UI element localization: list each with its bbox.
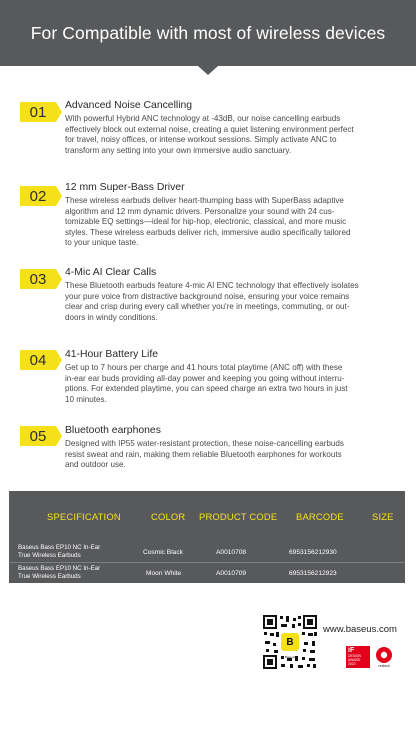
feature-number-badge: 02 [20, 186, 56, 206]
row-name-line: Baseus Bass EP10 NC In-Ear [18, 565, 101, 572]
badge-tail [56, 269, 62, 289]
if-award-text [348, 647, 368, 666]
if-award-line: AWARD [348, 658, 361, 662]
feature-title: 12 mm Super-Bass Driver [65, 182, 185, 193]
feature-number-badge: 01 [20, 102, 56, 122]
col-size: SIZE [372, 511, 394, 522]
desc-line: doors in windy conditions. [65, 312, 158, 322]
qr-logo-label: Baseus [284, 655, 295, 659]
desc-line: Designed with IP55 water-resistant protection, these noise-cancelling earbuds [65, 439, 344, 448]
feature-description [65, 196, 401, 249]
desc-line: for travel, noisy offices, or intense workout sessions. Simply activate ANC to [65, 135, 337, 145]
qr-code-icon [262, 614, 318, 670]
row-barcode: 6953156212923 [289, 569, 337, 577]
desc-line: transform any setting into your own immersive audio sanctuary. [65, 145, 292, 155]
feature-description [65, 439, 401, 471]
row-code: A0010709 [216, 569, 247, 577]
row-name-line: Baseus Bass EP10 NC In-Ear [18, 544, 101, 551]
reddot-label: reddot [378, 663, 390, 668]
spec-table-header [9, 491, 405, 543]
desc-line: clear and crisp during every call whether you're in meetings, commuting, or out- [65, 302, 350, 312]
desc-line: and outdoor use. [65, 460, 126, 470]
desc-line: tomizable EQ settings—ideal for hip-hop, electronic, classical, and more music [65, 217, 347, 227]
badge-tail [56, 186, 62, 206]
table-row [0, 542, 396, 562]
feature-title: 4-Mic AI Clear Calls [65, 267, 157, 278]
if-award-line: DESIGN [348, 654, 361, 658]
row-barcode: 6953156212930 [289, 548, 337, 556]
row-name [18, 542, 128, 562]
table-row [0, 563, 396, 583]
feature-number-badge: 03 [20, 269, 56, 289]
feature-description [65, 363, 401, 405]
col-barcode: BARCODE [296, 511, 344, 522]
desc-line: algorithm and 12 mm dynamic drivers. Personalize your sound with 24 cus- [65, 206, 335, 216]
feature-title: Bluetooth earphones [65, 425, 161, 436]
row-name-line: True Wireless Earbuds [18, 552, 81, 559]
desc-line: These wireless earbuds deliver heart-thumping bass with SuperBass adaptive [65, 196, 344, 205]
feature-title: 41-Hour Battery Life [65, 349, 158, 360]
row-code: A0010708 [216, 548, 247, 556]
desc-line: effectively block out external noise, creating a quiet listening environment perfect [65, 124, 354, 134]
col-product-code: PRODUCT CODE [199, 511, 278, 522]
feature-number-badge: 05 [20, 426, 56, 446]
desc-line: Get up to 7 hours per charge and 41 hours total playtime (ANC off) with these [65, 363, 343, 372]
col-specification: SPECIFICATION [47, 511, 121, 522]
row-name-line: True Wireless Earbuds [18, 573, 81, 580]
if-award-line: 2023 [348, 662, 356, 666]
svg-text:B: B [286, 637, 294, 648]
badge-tail [56, 350, 62, 370]
feature-description [65, 281, 401, 323]
row-color: Moon White [146, 569, 182, 577]
desc-line: to your unique taste. [65, 238, 139, 248]
col-color: COLOR [151, 511, 186, 522]
desc-line: 10 minutes. [65, 394, 107, 404]
page-title: For Compatible with most of wireless devices [30, 22, 386, 43]
desc-line: With powerful Hybrid ANC technology at -43dB, our noise cancelling earbuds [65, 114, 341, 123]
badge-tail [56, 102, 62, 122]
badge-tail [56, 426, 62, 446]
page-header [0, 0, 416, 66]
feature-description [65, 114, 401, 156]
feature-title: Advanced Noise Cancelling [65, 100, 193, 111]
feature-number-badge: 04 [20, 350, 56, 370]
desc-line: resist sweat and rain, making them reliable Bluetooth earphones for workouts [65, 449, 342, 459]
header-notch [198, 66, 218, 75]
if-award-logo-text: iF [348, 647, 355, 654]
row-color: Cosmic Black [143, 548, 183, 556]
row-name [18, 563, 128, 583]
desc-line: These Bluetooth earbuds feature 4-mic AI ENC technology that effectively isolates [65, 281, 359, 290]
desc-line: in-ear ear buds providing all-day power and keeping you going without interru- [65, 373, 345, 383]
desc-line: ptions. For extended playtime, you can speed charge an extra two hours in just [65, 384, 348, 394]
website-link[interactable]: www.baseus.com [323, 624, 397, 635]
desc-line: your pure voice from distractive background noise, ensuring your voice remains [65, 291, 350, 301]
desc-line: styles. These wireless earbuds deliver rich, immersive audio specifically tailored [65, 227, 351, 237]
